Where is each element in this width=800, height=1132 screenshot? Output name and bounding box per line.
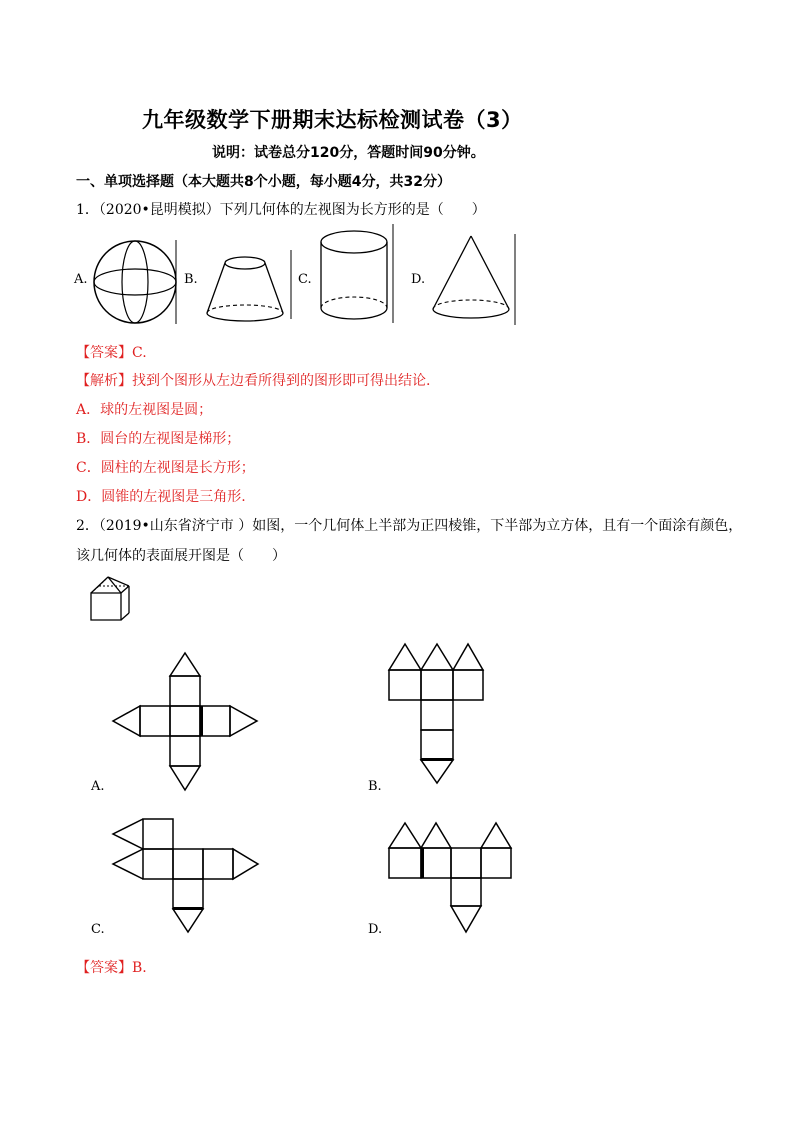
q2-option-a-label: A. bbox=[91, 779, 105, 794]
question-2-text-line-1: 2．（2019•山东省济宁市 ）如图，一个几何体上半部为正四棱锥，下半部为立方体，且有一个面涂有颜色， bbox=[76, 518, 743, 534]
q1-option-d-label: D. bbox=[411, 272, 426, 287]
q2-option-b-label: B. bbox=[368, 779, 382, 794]
cone-figure bbox=[428, 233, 523, 328]
q1-analysis: 【解析】找到个图形从左边看所得到的图形即可得出结论. bbox=[76, 373, 431, 389]
sphere-figure bbox=[92, 238, 182, 328]
question-2-text-line-2: 该几何体的表面展开图是（ ） bbox=[76, 548, 286, 564]
frustum-figure bbox=[203, 253, 298, 328]
cylinder-figure bbox=[318, 228, 398, 328]
q1-analysis-line-b: B．圆台的左视图是梯形； bbox=[76, 431, 241, 447]
q2-option-c-label: C. bbox=[91, 922, 105, 937]
net-a-figure bbox=[110, 650, 270, 795]
net-d-figure bbox=[386, 815, 516, 940]
q2-answer: 【答案】B. bbox=[76, 960, 147, 976]
net-b-figure bbox=[386, 640, 486, 785]
q1-option-a-label: A. bbox=[74, 272, 88, 287]
question-1-text: 1．（2020•昆明模拟）下列几何体的左视图为长方形的是（ ） bbox=[76, 202, 486, 218]
pyramid-cube-figure bbox=[88, 575, 138, 625]
q1-option-c-label: C. bbox=[298, 272, 312, 287]
exam-note: 说明：试卷总分120分，答题时间90分钟。 bbox=[212, 145, 485, 161]
q2-option-d-label: D. bbox=[368, 922, 383, 937]
page-title: 九年级数学下册期末达标检测试卷（3） bbox=[142, 108, 523, 132]
net-c-figure bbox=[110, 815, 270, 940]
q1-analysis-line-a: A．球的左视图是圆； bbox=[76, 402, 213, 418]
q1-option-b-label: B. bbox=[184, 272, 198, 287]
section-heading: 一、单项选择题（本大题共8个小题，每小题4分，共32分） bbox=[76, 174, 451, 190]
q1-analysis-line-d: D．圆锥的左视图是三角形. bbox=[76, 489, 246, 505]
q1-answer: 【答案】C. bbox=[76, 345, 147, 361]
q1-analysis-line-c: C．圆柱的左视图是长方形； bbox=[76, 460, 255, 476]
